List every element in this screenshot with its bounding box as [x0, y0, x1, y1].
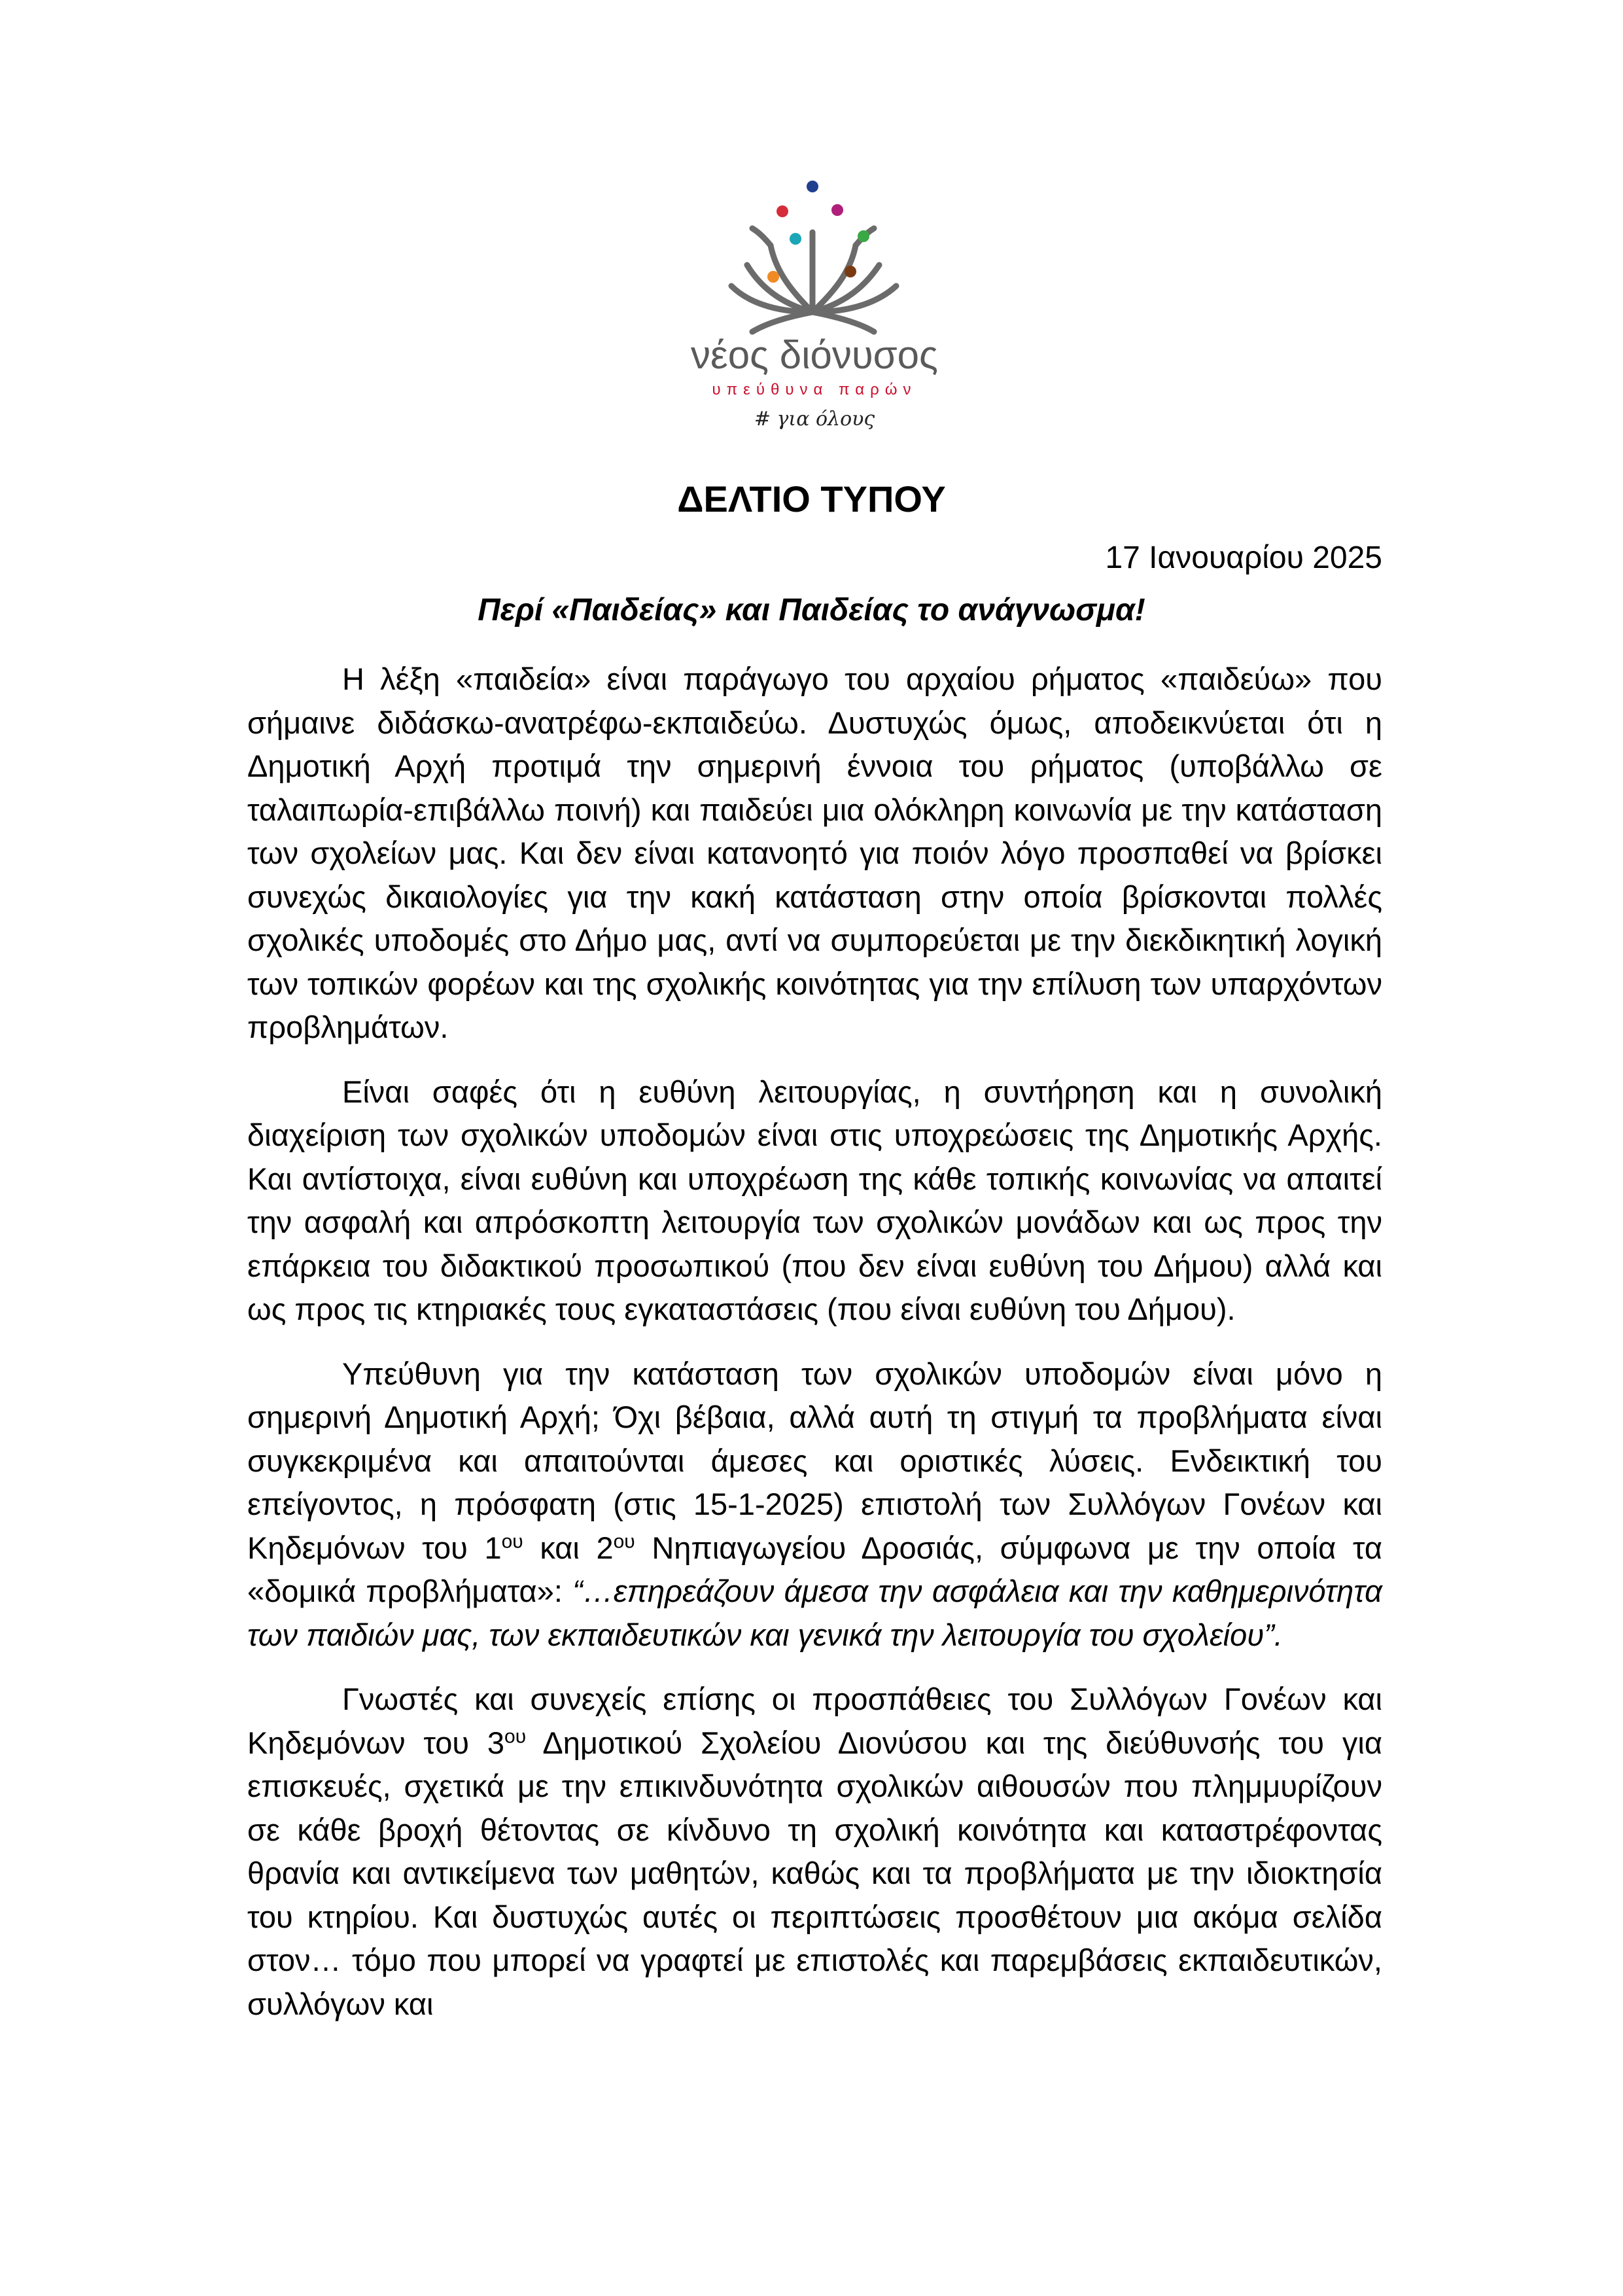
- dot-teal-icon: [790, 233, 801, 245]
- dot-brown-icon: [845, 266, 856, 277]
- paragraph-4-text-1: Γνωστές και συνεχείς επίσης οι προσπάθειες του Συλλόγων Γονέων και Κηδεμόνων του 3: [247, 1682, 1382, 1760]
- ordinal-suffix: ου: [501, 1530, 523, 1552]
- logo-hashtag: # για όλους: [754, 408, 875, 431]
- paragraph-3-text-3: Νηπιαγωγείου Δροσιάς, σύμφωνα με την οποία τα «δομικά προβλήματα»:: [247, 1530, 1382, 1608]
- paragraph-3-text-1: Υπεύθυνη για την κατάσταση των σχολικών υποδομών είναι μόνο η σημερινή Δημοτική Αρχή; Όχι βέβαια, αλλά αυτή τη στιγμή τα προβλήματα είναι συγκεκριμένα και απαιτούνται άμεσες και οριστικές λύσεις. Ενδεικτική του επείγοντος, η πρόσφατη (στις 15-1-2025) επιστολή των Συλλόγων Γονέων και Κηδεμόνων του 1: [247, 1356, 1382, 1565]
- tree-branches-icon: [731, 228, 896, 332]
- page-title: ΔΕΛΤΙΟ ΤΥΠΟΥ: [677, 478, 946, 520]
- logo-tagline: υπεύθυνα παρών: [712, 381, 917, 398]
- dot-red-icon: [777, 205, 788, 217]
- paragraph-4-text-2: Δημοτικού Σχολείου Διονύσου και της διεύθυνσής του για επισκευές, σχετικά με την επικινδυνότητα σχολικών αιθουσών που πλημμυρίζουν σε κάθε βροχή θέτοντας σε κίνδυνο τη σχολική κοινότητα και καταστρέφοντας θρανία και αντικείμενα των μαθητών, καθώς και τα προβλήματα με την ιδιοκτησία του κτηρίου. Και δυστυχώς αυτές οι περιπτώσεις προσθέτουν μια ακόμα σελίδα στον… τόμο που μπορεί να γραφτεί με επιστολές και παρεμβάσεις εκπαιδευτικών, συλλόγων και: [247, 1725, 1382, 2021]
- ordinal-suffix: ου: [504, 1725, 527, 1747]
- paragraph-3-text-2: και 2: [523, 1530, 614, 1565]
- paragraph-1: Η λέξη «παιδεία» είναι παράγωγο του αρχαίου ρήματος «παιδεύω» που σήμαινε διδάσκω-ανατρέφω-εκπαιδεύω. Δυστυχώς όμως, αποδεικνύεται ότι η Δημοτική Αρχή προτιμά την σημερινή έννοια του ρήματος (υποβάλλω σε ταλαιπωρία-επιβάλλω ποινή) και παιδεύει μια ολόκληρη κοινωνία με την κατάσταση των σχολείων μας. Και δεν είναι κατανοητό για ποιόν λόγο προσπαθεί να βρίσκει συνεχώς δικαιολογίες για την κακή κατάσταση στην οποία βρίσκονται πολλές σχολικές υποδομές στο Δήμο μας, αντί να συμπορεύεται με την διεκδικητική λογική των τοπικών φορέων και της σχολικής κοινότητας για την επίλυση των υπαρχόντων προβλημάτων.: [247, 662, 1382, 1044]
- ordinal-suffix: ου: [613, 1530, 635, 1552]
- dot-green-icon: [858, 230, 869, 242]
- article-subtitle: Περί «Παιδείας» και Παιδείας το ανάγνωσμα!: [478, 593, 1145, 627]
- dot-magenta-icon: [831, 204, 843, 216]
- logo-graphic: [661, 160, 968, 451]
- paragraph-3: [247, 1352, 1382, 1657]
- article-body: [247, 658, 1382, 2026]
- paragraph-3-quote: “…επηρεάζουν άμεσα την ασφάλεια και την καθημερινότητα των παιδιών μας, των εκπαιδευτικών και γενικά την λειτουργία του σχολείου”.: [247, 1574, 1382, 1652]
- paragraph-2: Είναι σαφές ότι η ευθύνη λειτουργίας, η συντήρηση και η συνολική διαχείριση των σχολικών υποδομών είναι στις υποχρεώσεις της Δημοτικής Αρχής. Και αντίστοιχα, είναι ευθύνη και υποχρέωση της κάθε τοπικής κοινωνίας να απαιτεί την ασφαλή και απρόσκοπτη λειτουργία των σχολικών μονάδων και ως προς την επάρκεια του διδακτικού προσωπικού (που δεν είναι ευθύνη του Δήμου) αλλά και ως προς τις κτηριακές τους εγκαταστάσεις (που είναι ευθύνη του Δήμου).: [247, 1074, 1382, 1326]
- paragraph-4: [247, 1678, 1382, 2026]
- dot-orange-icon: [767, 271, 779, 283]
- logo-name: νέος διόνυσος: [691, 333, 938, 377]
- party-logo: [661, 160, 968, 451]
- dot-blue-icon: [807, 181, 818, 192]
- press-release-date: 17 Ιανουαρίου 2025: [1105, 540, 1382, 575]
